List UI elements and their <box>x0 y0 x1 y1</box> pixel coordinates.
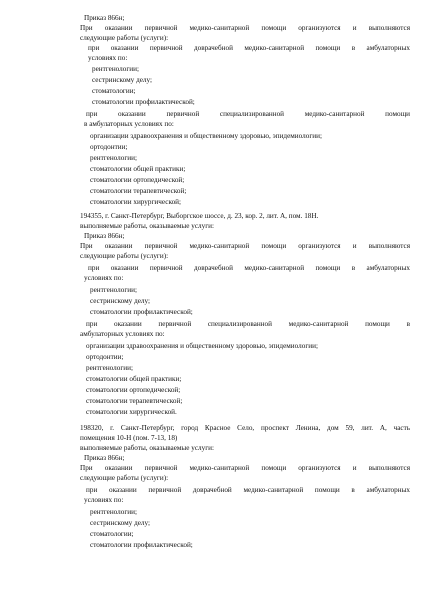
block-2-preclinical-items-item: сестринскому делу; <box>90 519 150 527</box>
block-1-specialized-items-item: ортодонтии; <box>86 353 124 361</box>
block-0-specialized-items-item: стоматологии терапевтической; <box>90 187 187 195</box>
block-0-preclinical-1: при оказании первичной доврачебной медико-санитарной помощи в амбулаторных <box>88 44 410 52</box>
block-1-preclinical-2: условиях по: <box>84 274 124 282</box>
block-0-intro-1: При оказании первичной медико-санитарной помощи организуются и выполняются <box>80 24 410 32</box>
block-0-specialized-items-item: стоматологии хирургической; <box>90 198 182 206</box>
block-2-preclinical-items-item: стоматологии профилактической; <box>90 541 193 549</box>
block-0-preclinical-items-item: стоматологии профилактической; <box>92 98 195 106</box>
block-2-preclinical-2: условиях по: <box>84 496 124 504</box>
block-1-preclinical-items-item: рентгенологии; <box>90 286 137 294</box>
block-0-specialized-items-item: стоматологии ортопедической; <box>90 176 185 184</box>
block-0-preclinical-2: условиях по: <box>88 54 128 62</box>
block-0-preclinical-items-item: рентгенологии; <box>92 65 139 73</box>
block-2-address: 198320, г. Санкт-Петербург, город Красное Село, проспект Ленина, дом 59, лит. А, часть <box>80 424 410 432</box>
block-0-intro-2: следующие работы (услуги): <box>80 34 169 42</box>
block-1-preclinical-items-item: сестринскому делу; <box>90 297 150 305</box>
block-0-order: Приказ 866н; <box>84 14 125 22</box>
block-0-specialized-items-item: организации здравоохранения и общественному здоровью, эпидемиологии; <box>90 132 322 140</box>
block-1-intro-1: При оказании первичной медико-санитарной помощи организуются и выполняются <box>80 242 410 250</box>
block-2-order: Приказ 866н; <box>84 454 125 462</box>
block-1-order: Приказ 866н; <box>84 232 125 240</box>
block-2-intro-2: следующие работы (услуги): <box>80 474 169 482</box>
block-1-intro-2: следующие работы (услуги): <box>80 252 169 260</box>
block-1-specialized-2: амбулаторных условиях по: <box>80 330 165 338</box>
block-1-specialized-items-item: стоматологии терапевтической; <box>86 397 183 405</box>
block-1-specialized-items-item: стоматологии общей практики; <box>86 375 182 383</box>
block-1-specialized-items-item: рентгенологии; <box>86 364 133 372</box>
block-2-services-heading: выполняемые работы, оказываемые услуги: <box>80 444 214 452</box>
block-2-intro-1: При оказании первичной медико-санитарной помощи организуются и выполняются <box>80 464 410 472</box>
block-0-specialized-items-item: ортодонтии; <box>90 143 128 151</box>
block-2-address-2: помещения 10-Н (пом. 7-13, 18) <box>80 434 178 442</box>
block-0-specialized-items-item: стоматологии общей практики; <box>90 165 186 173</box>
block-2-preclinical-items-item: стоматологии; <box>90 530 134 538</box>
block-1-specialized-1: при оказании первичной специализированной медико-санитарной помощи в <box>86 320 410 328</box>
block-1-services-heading: выполняемые работы, оказываемые услуги: <box>80 222 214 230</box>
block-0-preclinical-items-item: сестринскому делу; <box>92 76 152 84</box>
block-2-preclinical-1: при оказании первичной доврачебной медико-санитарной помощи в амбулаторных <box>86 486 410 494</box>
block-0-specialized-1: при оказании первичной специализированной медико-санитарной помощи <box>86 110 410 118</box>
block-1-preclinical-1: при оказании первичной доврачебной медико-санитарной помощи в амбулаторных <box>88 264 410 272</box>
block-1-address: 194355, г. Санкт-Петербург, Выборгское шоссе, д. 23, кор. 2, лит. А, пом. 18Н. <box>80 212 319 220</box>
block-1-specialized-items-item: организации здравоохранения и общественному здоровью, эпидемиологии; <box>86 342 318 350</box>
block-1-specialized-items-item: стоматологии хирургической. <box>86 408 177 416</box>
block-0-specialized-2: в амбулаторных условиях по: <box>84 120 174 128</box>
block-2-preclinical-items-item: рентгенологии; <box>90 508 137 516</box>
block-0-specialized-items-item: рентгенологии; <box>90 154 137 162</box>
block-0-preclinical-items-item: стоматологии; <box>92 87 136 95</box>
block-1-specialized-items-item: стоматологии ортопедической; <box>86 386 181 394</box>
block-1-preclinical-items-item: стоматологии профилактической; <box>90 308 193 316</box>
